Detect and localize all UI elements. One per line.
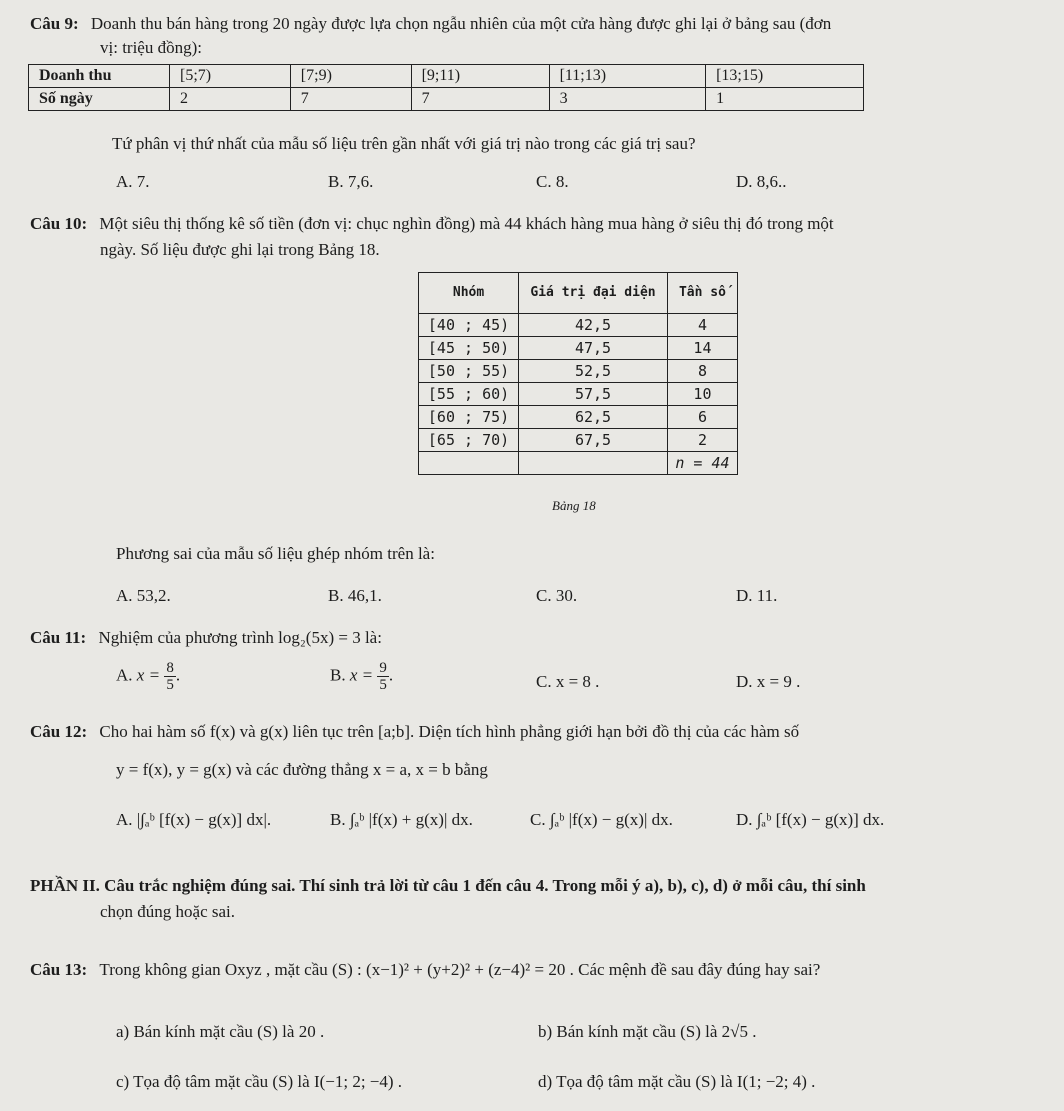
option-c: C. 30. [536,586,578,605]
question-9-intro [30,14,831,34]
statement-d: d) Tọa độ tâm mặt cầu (S) là I(1; −2; 4) . [538,1072,816,1091]
table-cell: [7;9) [290,65,411,88]
table-cell: 2 [667,429,737,452]
question-12-text-line2: y = f(x), y = g(x) và các đường thẳng x = a, x = b bằng [116,760,488,779]
table-cell: [50 ; 55) [419,360,519,383]
revenue-table [28,64,864,111]
option-c: C. ∫ₐᵇ |f(x) − g(x)| dx. [530,810,673,829]
fraction-denominator: 5 [166,677,174,693]
table-row [419,360,738,383]
option-a: A. x = $\frac{8}{5}$ . [116,660,181,693]
statement-b: b) Bán kính mặt cầu (S) là 2√5 . [538,1022,757,1041]
fraction-numerator: 9 [379,660,387,676]
table-cell: [40 ; 45) [419,314,519,337]
table-cell: 10 [667,383,737,406]
question-12-text-line1: Cho hai hàm số f(x) và g(x) liên tục trên [a;b]. Diện tích hình phẳng giới hạn bởi đồ thị của các hàm số [99,722,800,741]
table-cell: 62,5 [519,406,668,429]
statement-a: a) Bán kính mặt cầu (S) là 20 . [116,1022,325,1041]
table-cell: 7 [411,88,549,111]
option-d: D. ∫ₐᵇ [f(x) − g(x)] dx. [736,810,885,829]
question-10-intro [30,214,834,234]
grouped-data-table [418,272,738,475]
question-9-text-line2: vị: triệu đồng): [100,38,202,57]
question-13-label: Câu 13: [30,960,88,979]
question-11-label: Câu 11: [30,628,87,647]
table-total: n = 44 [667,452,737,475]
option-letter: B. [330,665,346,685]
table-cell: 3 [549,88,706,111]
option-d: D. 8,6.. [736,172,787,191]
question-10-question: Phương sai của mẫu số liệu ghép nhóm trên là: [116,544,435,563]
option-a: A. 7. [116,172,150,191]
part-2-text-line2: chọn đúng hoặc sai. [100,902,236,921]
table-cell: 8 [667,360,737,383]
part-2-text-line1: PHẦN II. Câu trắc nghiệm đúng sai. Thí sinh trả lời từ câu 1 đến câu 4. Trong mỗi ý a), b), c), d) ở mỗi câu, thí sinh [30,876,866,895]
option-c: C. x = 8 . [536,672,600,691]
option-d: D. x = 9 . [736,672,801,691]
option-a: A. 53,2. [116,586,171,605]
table-cell: [9;11) [411,65,549,88]
table-cell: 2 [170,88,291,111]
table-cell: 42,5 [519,314,668,337]
question-12-label: Câu 12: [30,722,88,741]
question-11-intro [30,628,382,648]
table-cell: 52,5 [519,360,668,383]
table-cell: 14 [667,337,737,360]
table-cell: [11;13) [549,65,706,88]
table-cell: [13;15) [706,65,864,88]
days-row [29,88,864,111]
question-13-text: Trong không gian Oxyz , mặt cầu (S) : (x−1)² + (y+2)² + (z−4)² = 20 . Các mệnh đề sau đây đúng hay sai? [99,960,821,979]
table-header-cell: Nhóm [419,273,519,314]
table-header-row [419,273,738,314]
table-cell: [60 ; 75) [419,406,519,429]
table-cell: 7 [290,88,411,111]
question-9-text-line1: Doanh thu bán hàng trong 20 ngày được lựa chọn ngẫu nhiên của một cửa hàng được ghi lại ở bảng sau (đơn [90,14,832,33]
option-b: B. x = $\frac{9}{5}$ . [330,660,394,693]
table-header-cell: Giá trị đại diện [519,273,668,314]
fraction-numerator: 8 [166,660,174,676]
question-11-text: Nghiệm của phương trình log₂(5x) = 3 là: [98,628,382,647]
table-cell: 1 [706,88,864,111]
table-cell [419,452,519,475]
table-row [419,337,738,360]
fraction [377,660,389,693]
question-10-text-line1: Một siêu thị thống kê số tiền (đơn vị: chục nghìn đồng) mà 44 khách hàng mua hàng ở siêu thị đó trong một [99,214,834,233]
table-row [419,429,738,452]
question-13-intro [30,960,820,980]
table-cell: 47,5 [519,337,668,360]
table-cell [519,452,668,475]
option-prefix: x = [349,665,374,685]
option-d: D. 11. [736,586,778,605]
table-cell: 67,5 [519,429,668,452]
table-row [419,383,738,406]
option-prefix: x = [136,665,161,685]
table-cell: Số ngày [29,88,170,111]
table-cell: Doanh thu [29,65,170,88]
question-10-label: Câu 10: [30,214,88,233]
option-b: B. 7,6. [328,172,374,191]
table-cell: 4 [667,314,737,337]
revenue-row [29,65,864,88]
table-cell: 6 [667,406,737,429]
table-total-row [419,452,738,475]
table-caption: Bảng 18 [552,498,596,513]
question-9-label: Câu 9: [30,14,79,33]
question-9-question: Tứ phân vị thứ nhất của mẫu số liệu trên gần nhất với giá trị nào trong các giá trị sau? [112,134,696,153]
question-12-intro [30,722,799,742]
option-c: C. 8. [536,172,569,191]
fraction-denominator: 5 [379,677,387,693]
option-b: B. ∫ₐᵇ |f(x) + g(x)| dx. [330,810,473,829]
fraction [164,660,176,693]
option-b: B. 46,1. [328,586,382,605]
option-letter: A. [116,665,133,685]
option-a: A. |∫ₐᵇ [f(x) − g(x)] dx|. [116,810,272,829]
table-cell: [55 ; 60) [419,383,519,406]
question-10-text-line2: ngày. Số liệu được ghi lại trong Bảng 18. [100,240,380,259]
table-cell: 57,5 [519,383,668,406]
table-header-cell: Tần số [667,273,737,314]
table-cell: [65 ; 70) [419,429,519,452]
table-cell: [45 ; 50) [419,337,519,360]
statement-c: c) Tọa độ tâm mặt cầu (S) là I(−1; 2; −4) . [116,1072,403,1091]
table-cell: [5;7) [170,65,291,88]
table-row [419,406,738,429]
table-row [419,314,738,337]
